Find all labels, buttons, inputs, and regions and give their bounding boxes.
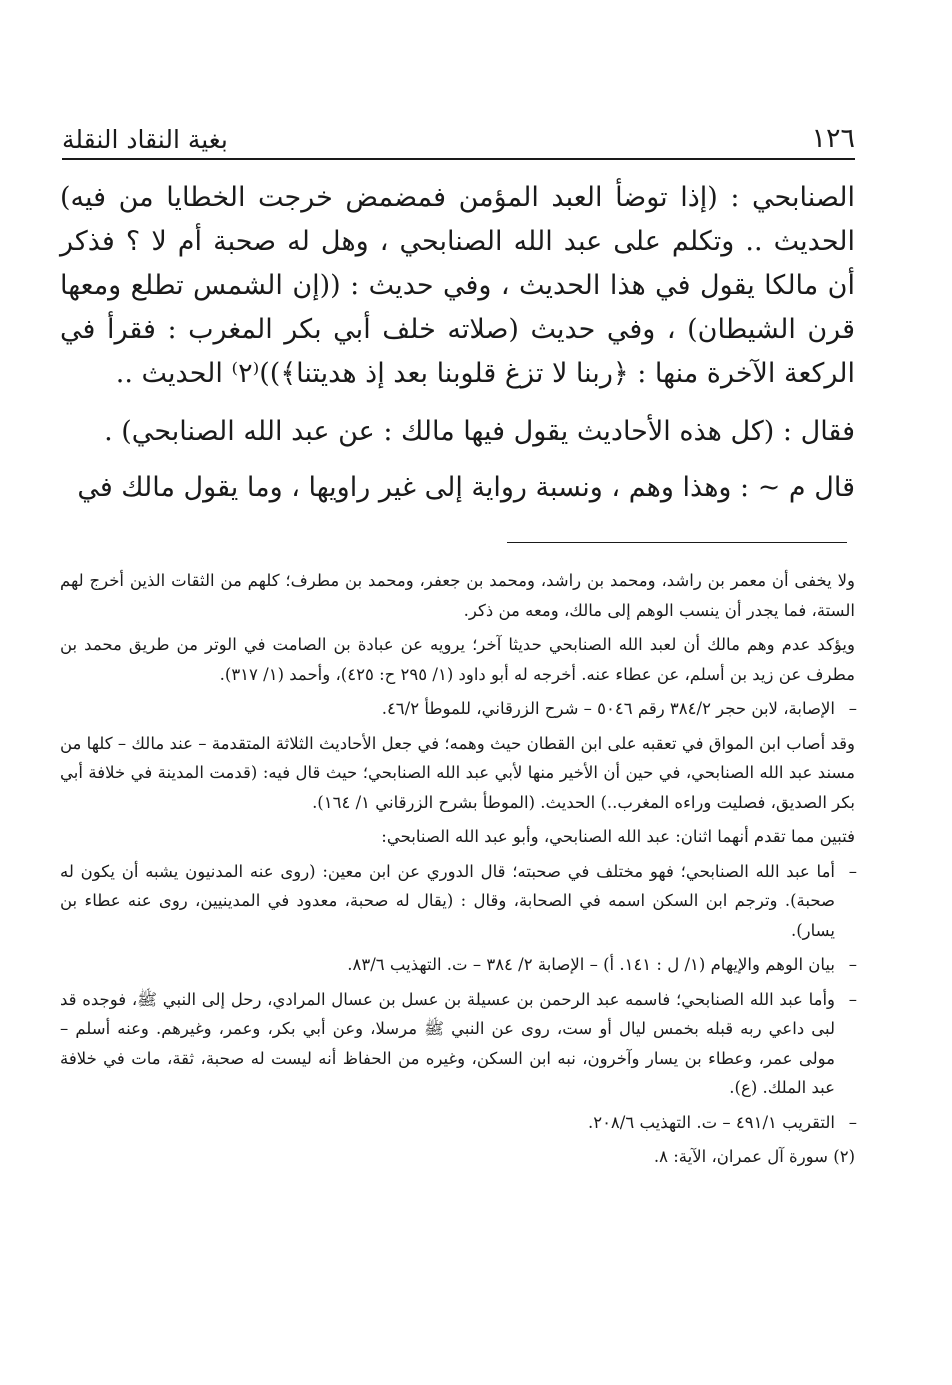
footnote-paragraph bbox=[60, 822, 855, 852]
footnote-text: بيان الوهم والإيهام (١/ ل : ١٤١. أ) – الإصابة ٢/ ٣٨٤ – ت. التهذيب ٨٣/٦. bbox=[347, 955, 835, 974]
footnote-dash: – bbox=[848, 861, 857, 881]
header-rule bbox=[62, 158, 855, 160]
running-title: بغية النقاد النقلة bbox=[62, 125, 228, 154]
footnote-paragraph bbox=[60, 1108, 855, 1138]
footnote-text: الإصابة، لابن حجر ٣٨٤/٢ رقم ٥٠٤٦ – شرح الزرقاني، للموطأ ٤٦/٢. bbox=[381, 699, 835, 718]
footnote-dash: – bbox=[848, 955, 857, 974]
footnote-text: (٢) سورة آل عمران، الآية: ٨. bbox=[653, 1147, 855, 1166]
footnote-paragraph bbox=[60, 630, 855, 689]
main-paragraph: الصنابحي : (إذا توضأ العبد المؤمن فمضمض خرجت الخطايا من فيه) الحديث .. وتكلم على عبد الله الصنابحي ، وهل له صحبة أم لا ؟ فذكر أن مالكا يقول في هذا الحديث ، وفي حديث : ((إن الشمس تطلع ومعها قرن الشيطان) ، وفي حديث (صلاته خلف أبي بكر المغرب : فقرأ في الركعة الآخرة منها : ﴿ربنا لا تزغ قلوبنا بعد إذ هدیتنا﴾))⁽٢⁾ الحديث .. bbox=[60, 182, 855, 389]
footnote-text: أما عبد الله الصنابحي؛ فهو مختلف في صحبته؛ قال الدوري عن ابن معين: (روى عنه المدنيون يشبه أن يكون له صحبة). وترجم ابن السكن اسمه في الصحابة، وقال : (يقال له صحبة، معدود في المدينيين، روى عنه عطاء بن يسار). bbox=[60, 861, 835, 940]
footnote-paragraph bbox=[60, 950, 855, 980]
footnote-text: فتبين مما تقدم أنهما اثنان: عبد الله الصنابحي، وأبو عبد الله الصنابحي: bbox=[381, 827, 855, 846]
footnote-text: وأما عبد الله الصنابحي؛ فاسمه عبد الرحمن بن عسيلة بن عسل بن عسال المرادي، رحل إلى النبي ﷺ، فوجده قد لبى داعي ربه قبله بخمس ليال أو ست، روى عن النبي ﷺ مرسلا، وعن أبي بكر، وعمر، وغيرهم. وعنه أسلم – مولى عمر، وعطاء بن يسار وآخرون، نبه ابن السكن، وغيره من الحفاظ أنه ليست له صحبة، ثقة، مات في خلافة عبد الملك. (ع). bbox=[60, 989, 835, 1097]
footnote-paragraph bbox=[60, 985, 855, 1103]
footnote-dash: – bbox=[848, 989, 857, 1009]
footnotes bbox=[60, 566, 855, 1177]
footnote-text: التقريب ٤٩١/١ – ت. التهذيب ٢٠٨/٦. bbox=[587, 1112, 835, 1132]
main-paragraph: قال م ~ : وهذا وهم ، ونسبة رواية إلى غير راويها ، وما يقول مالك في bbox=[77, 472, 855, 503]
footnote-text: ولا يخفى أن معمر بن راشد، ومحمد بن راشد، ومحمد بن جعفر، ومحمد بن مطرف؛ كلهم من الثقات الذين أخرج لهم الستة، فما يجدر أن ينسب الوهم إلى مالك، ومعه من ذكر. bbox=[60, 571, 855, 620]
page-header bbox=[62, 104, 855, 154]
footnote-dash: – bbox=[848, 1112, 857, 1132]
footnote-text: ويؤكد عدم وهم مالك أن لعبد الله الصنابحي حديثا آخر؛ يرويه عن عبادة بن الصامت في الوتر من طريق محمد بن مطرف عن زيد بن أسلم، عن عطاء عنه. أخرجه له أبو داود (١/ ٢٩٥ ح: ٤٢٥)، وأحمد (١/ ٣١٧). bbox=[60, 635, 855, 684]
main-text bbox=[60, 176, 855, 524]
footnote-dash: – bbox=[848, 699, 857, 718]
main-paragraph: فقال : (كل هذه الأحاديث يقول فيها مالك : عن عبد الله الصنابحي) . bbox=[104, 416, 855, 447]
footnote-paragraph bbox=[60, 729, 855, 818]
footnote-paragraph bbox=[60, 566, 855, 625]
footnote-text: وقد أصاب ابن المواق في تعقبه على ابن القطان حيث وهمه؛ في جعل الأحاديث الثلاثة المتقدمة – عند مالك – كلها من مسند عبد الله الصنابحي، في حين أن الأخير منها لأبي عبد الله الصنابحي؛ حيث قال فيه: (قدمت المدينة في خلافة أبي بكر الصديق، فصليت وراءه المغرب..) الحديث. (الموطأ بشرح الزرقاني ١/ ١٦٤). bbox=[60, 733, 855, 812]
page-number: ١٢٦ bbox=[811, 123, 855, 154]
footnote-rule bbox=[507, 542, 847, 543]
footnote-paragraph bbox=[60, 1142, 855, 1172]
footnote-paragraph bbox=[60, 694, 855, 724]
footnote-paragraph bbox=[60, 857, 855, 946]
